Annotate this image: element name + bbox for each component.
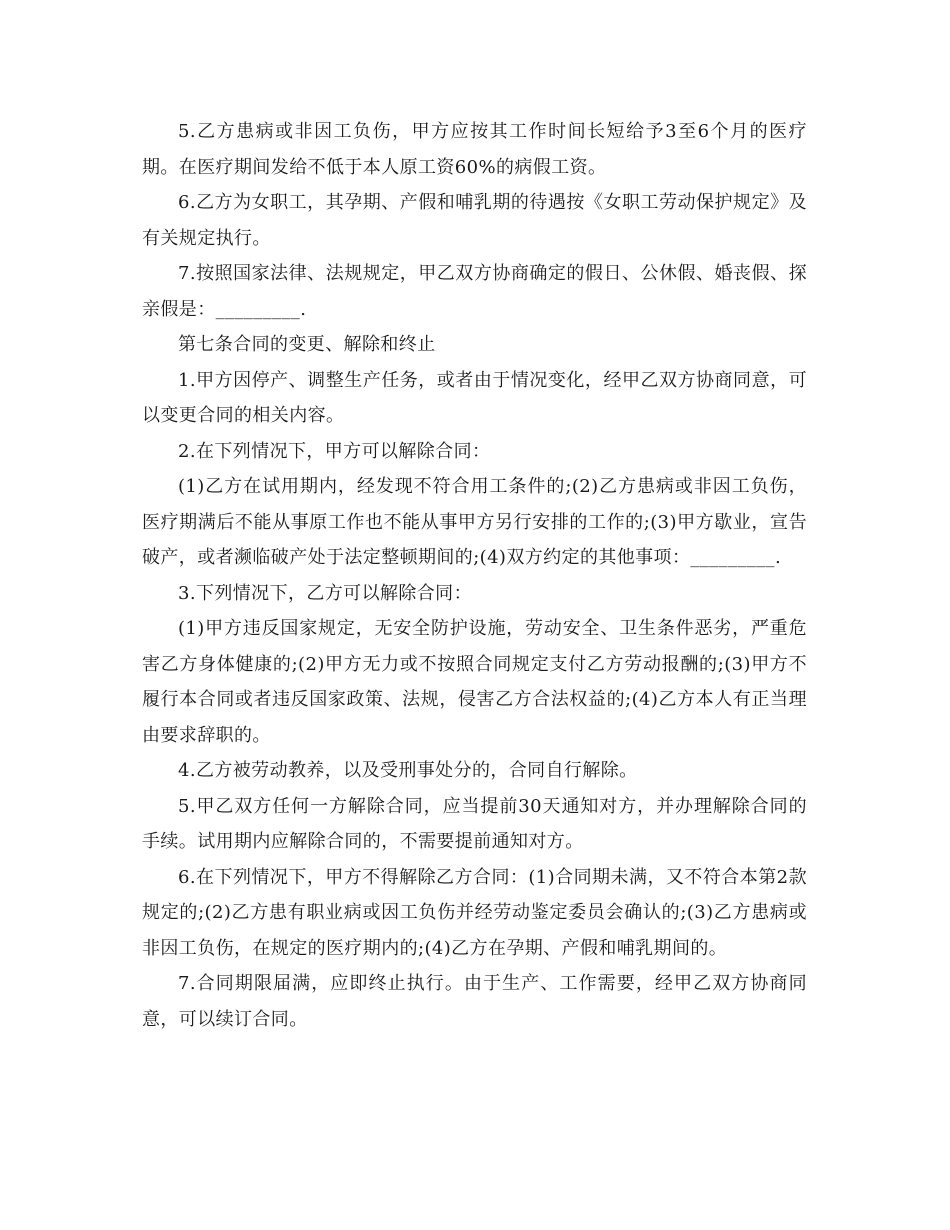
paragraph-employee-termination-cases: (1)甲方违反国家规定，无安全防护设施，劳动安全、卫生条件恶劣，严重危害乙方身体健康的;(2)甲方无力或不按照合同规定支付乙方劳动报酬的;(3)甲方不履行本合同或者违反国家政策、法规，侵害乙方合法权益的;(4)乙方本人有正当理由要求辞职的。 [142, 618, 807, 746]
paragraph-notice-period: 5.甲乙双方任何一方解除合同，应当提前30天通知对方，并办理解除合同的手续。试用期内应解除合同的，不需要提前通知对方。 [142, 795, 807, 852]
paragraph-holidays: 7.按照国家法律、法规规定，甲乙双方协商确定的假日、公休假、婚丧假、探亲假是：_________. [142, 263, 807, 320]
paragraph-employee-termination: 3.下列情况下，乙方可以解除合同： [178, 582, 472, 604]
document-body [142, 114, 807, 1037]
paragraph-contract-expiry: 7.合同期限届满，应即终止执行。由于生产、工作需要，经甲乙双方协商同意，可以续订合同。 [142, 973, 807, 1030]
paragraph-automatic-termination: 4.乙方被劳动教养，以及受刑事处分的，合同自行解除。 [178, 760, 638, 781]
paragraph-medical-period: 5.乙方患病或非因工负伤，甲方应按其工作时间长短给予3至6个月的医疗期。在医疗期间发给不低于本人原工资60%的病假工资。 [142, 121, 807, 178]
paragraph-female-staff: 6.乙方为女职工，其孕期、产假和哺乳期的待遇按《女职工劳动保护规定》及有关规定执行。 [142, 192, 807, 249]
paragraph-employer-termination-cases: (1)乙方在试用期内，经发现不符合用工条件的;(2)乙方患病或非因工负伤，医疗期满后不能从事原工作也不能从事甲方另行安排的工作的;(3)甲方歇业，宣告破产，或者濒临破产处于法定整顿期间的;(4)双方约定的其他事项：_________. [142, 476, 807, 568]
paragraph-termination-restrictions: 6.在下列情况下，甲方不得解除乙方合同：(1)合同期未满，又不符合本第2款规定的;(2)乙方患有职业病或因工负伤并经劳动鉴定委员会确认的;(3)乙方患病或非因工负伤，在规定的医疗期内的;(4)乙方在孕期、产假和哺乳期间的。 [142, 866, 807, 959]
paragraph-contract-change: 1.甲方因停产、调整生产任务，或者由于情况变化，经甲乙双方协商同意，可以变更合同的相关内容。 [142, 369, 807, 426]
paragraph-employer-termination: 2.在下列情况下，甲方可以解除合同： [178, 440, 491, 462]
section-heading-article-7: 第七条合同的变更、解除和终止 [178, 334, 436, 355]
